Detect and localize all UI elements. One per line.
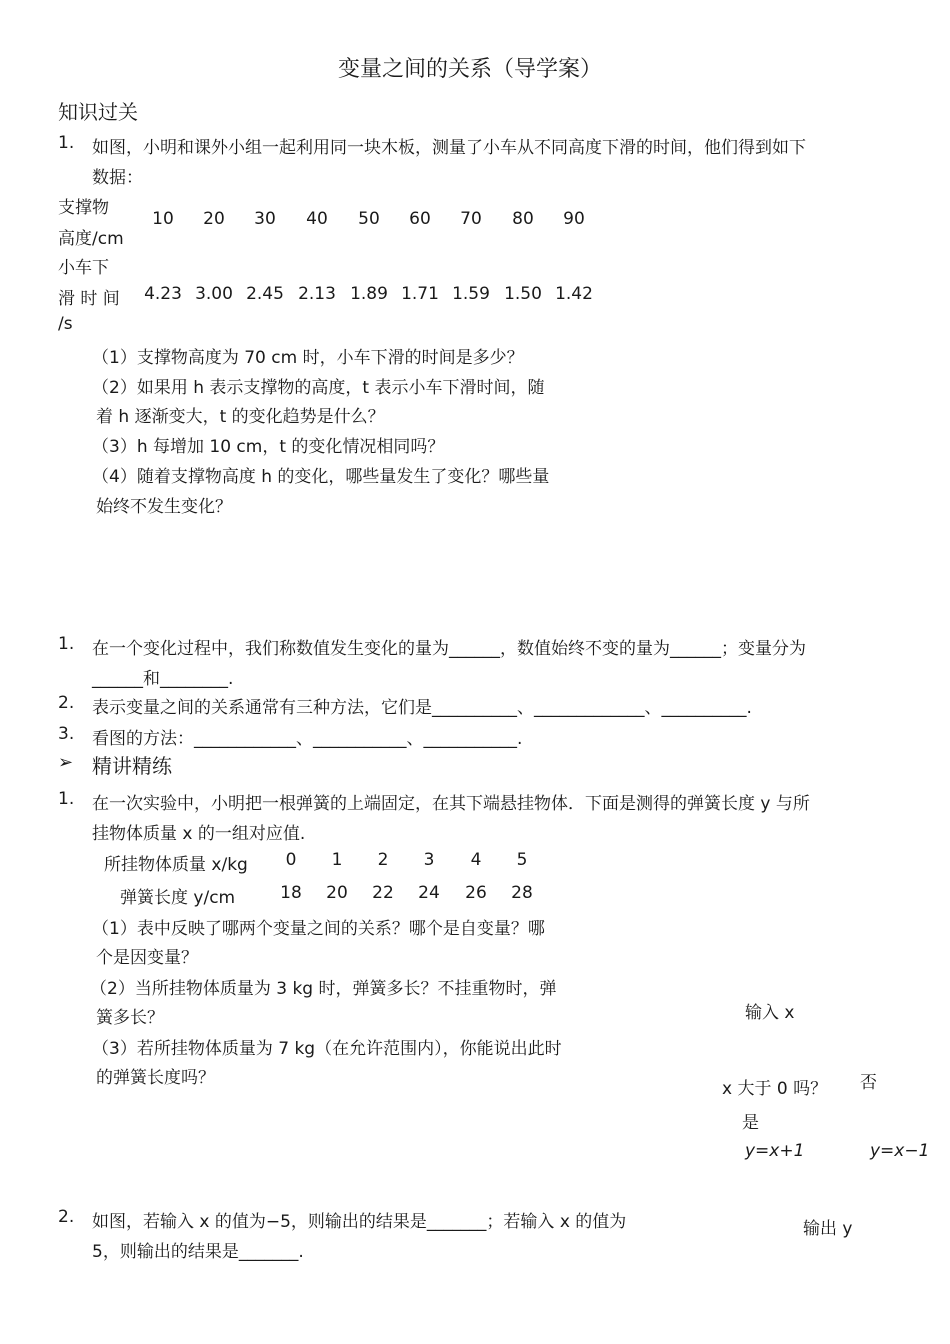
- question-text: 5，则输出的结果是_______.: [92, 1242, 304, 1262]
- fill-in-text: 表示变量之间的关系通常有三种方法，它们是__________、_____________、__________.: [92, 698, 752, 718]
- table-cell: 2.45: [246, 284, 284, 304]
- table-cell: 22: [372, 883, 394, 903]
- question-text: 挂物体质量 x 的一组对应值.: [92, 824, 306, 844]
- table-cell: 2: [377, 850, 389, 870]
- sub-question: （1）支撑物高度为 70 cm 时，小车下滑的时间是多少？: [92, 348, 524, 368]
- fill-in-text: 在一个变化过程中，我们称数值发生变化的量为______，数值始终不变的量为______；变量分为: [92, 639, 806, 659]
- sub-question: 着 h 逐渐变大，t 的变化趋势是什么？: [96, 407, 385, 427]
- flow-output: 输出 y: [803, 1219, 853, 1239]
- table-row-label: 所挂物体质量 x/kg: [104, 855, 248, 875]
- item-number: 1.: [58, 634, 75, 654]
- table-cell: 24: [418, 883, 440, 903]
- table-cell: 80: [512, 209, 534, 229]
- table-cell: 50: [358, 209, 380, 229]
- flow-yes-label: 是: [742, 1113, 759, 1133]
- table-cell: 3: [423, 850, 435, 870]
- question-text: 如图，若输入 x 的值为−5，则输出的结果是_______；若输入 x 的值为: [92, 1212, 627, 1232]
- table-cell: 2.13: [298, 284, 336, 304]
- table-cell: 0: [285, 850, 297, 870]
- table-row-label: /s: [58, 314, 73, 334]
- flow-no-label: 否: [860, 1073, 877, 1093]
- fill-in-text: 看图的方法：____________、___________、___________.: [92, 729, 523, 749]
- table-cell: 60: [409, 209, 431, 229]
- sub-question: （4）随着支撑物高度 h 的变化，哪些量发生了变化？哪些量: [92, 467, 550, 487]
- table-cell: 1.42: [555, 284, 593, 304]
- table-cell: 30: [254, 209, 276, 229]
- question-text: 在一次实验中，小明把一根弹簧的上端固定，在其下端悬挂物体．下面是测得的弹簧长度 y 与所: [92, 794, 810, 814]
- question-text: 如图，小明和课外小组一起利用同一块木板，测量了小车从不同高度下滑的时间，他们得到如下: [92, 138, 806, 158]
- table-cell: 28: [511, 883, 533, 903]
- sub-question: （3）若所挂物体质量为 7 kg（在允许范围内），你能说出此时: [92, 1039, 562, 1059]
- sub-question: 始终不发生变化？: [96, 497, 232, 517]
- table-row-label: 支撑物: [58, 198, 109, 218]
- table-cell: 3.00: [195, 284, 233, 304]
- flow-yes-expression: y=x+1: [745, 1141, 805, 1161]
- sub-question: （2）如果用 h 表示支撑物的高度，t 表示小车下滑时间，随: [92, 378, 545, 398]
- table-cell: 90: [563, 209, 585, 229]
- sub-question: （3）h 每增加 10 cm，t 的变化情况相同吗？: [92, 437, 445, 457]
- table-cell: 4.23: [144, 284, 182, 304]
- item-number: 3.: [58, 724, 75, 744]
- table-row-label: 滑 时 间: [58, 289, 120, 309]
- flow-no-expression: y=x−1: [870, 1141, 930, 1161]
- table-cell: 1.71: [401, 284, 439, 304]
- table-cell: 20: [203, 209, 225, 229]
- sub-question: （2）当所挂物体质量为 3 kg 时，弹簧多长？不挂重物时，弹: [90, 979, 557, 999]
- question-number: 2.: [58, 1207, 75, 1227]
- section-heading-practice: 精讲精练: [92, 754, 172, 778]
- question-text: 数据：: [92, 168, 143, 188]
- sub-question: 个是因变量？: [96, 948, 198, 968]
- section-heading-knowledge: 知识过关: [58, 100, 138, 124]
- table-row-label: 弹簧长度 y/cm: [120, 888, 236, 908]
- table-cell: 40: [306, 209, 328, 229]
- sub-question: 簧多长？: [96, 1008, 164, 1028]
- fill-in-text: ______和________.: [92, 669, 234, 689]
- sub-question: （1）表中反映了哪两个变量之间的关系？哪个是自变量？哪: [92, 919, 545, 939]
- flow-condition: x 大于 0 吗？: [722, 1079, 828, 1099]
- table-cell: 4: [470, 850, 482, 870]
- table-cell: 1.59: [452, 284, 490, 304]
- item-number: 2.: [58, 693, 75, 713]
- question-number: 1.: [58, 789, 75, 809]
- table-cell: 1.89: [350, 284, 388, 304]
- question-number: 1.: [58, 133, 75, 153]
- table-cell: 5: [516, 850, 528, 870]
- arrow-bullet-icon: ➢: [58, 752, 74, 773]
- table-row-label: 高度/cm: [58, 229, 124, 249]
- table-row-label: 小车下: [58, 258, 109, 278]
- table-cell: 20: [326, 883, 348, 903]
- table-cell: 1: [331, 850, 343, 870]
- sub-question: 的弹簧长度吗？: [96, 1068, 215, 1088]
- page-title: 变量之间的关系（导学案）: [338, 57, 603, 82]
- table-cell: 70: [460, 209, 482, 229]
- table-cell: 26: [465, 883, 487, 903]
- flow-input: 输入 x: [745, 1003, 795, 1023]
- table-cell: 1.50: [504, 284, 542, 304]
- table-cell: 10: [152, 209, 174, 229]
- table-cell: 18: [280, 883, 302, 903]
